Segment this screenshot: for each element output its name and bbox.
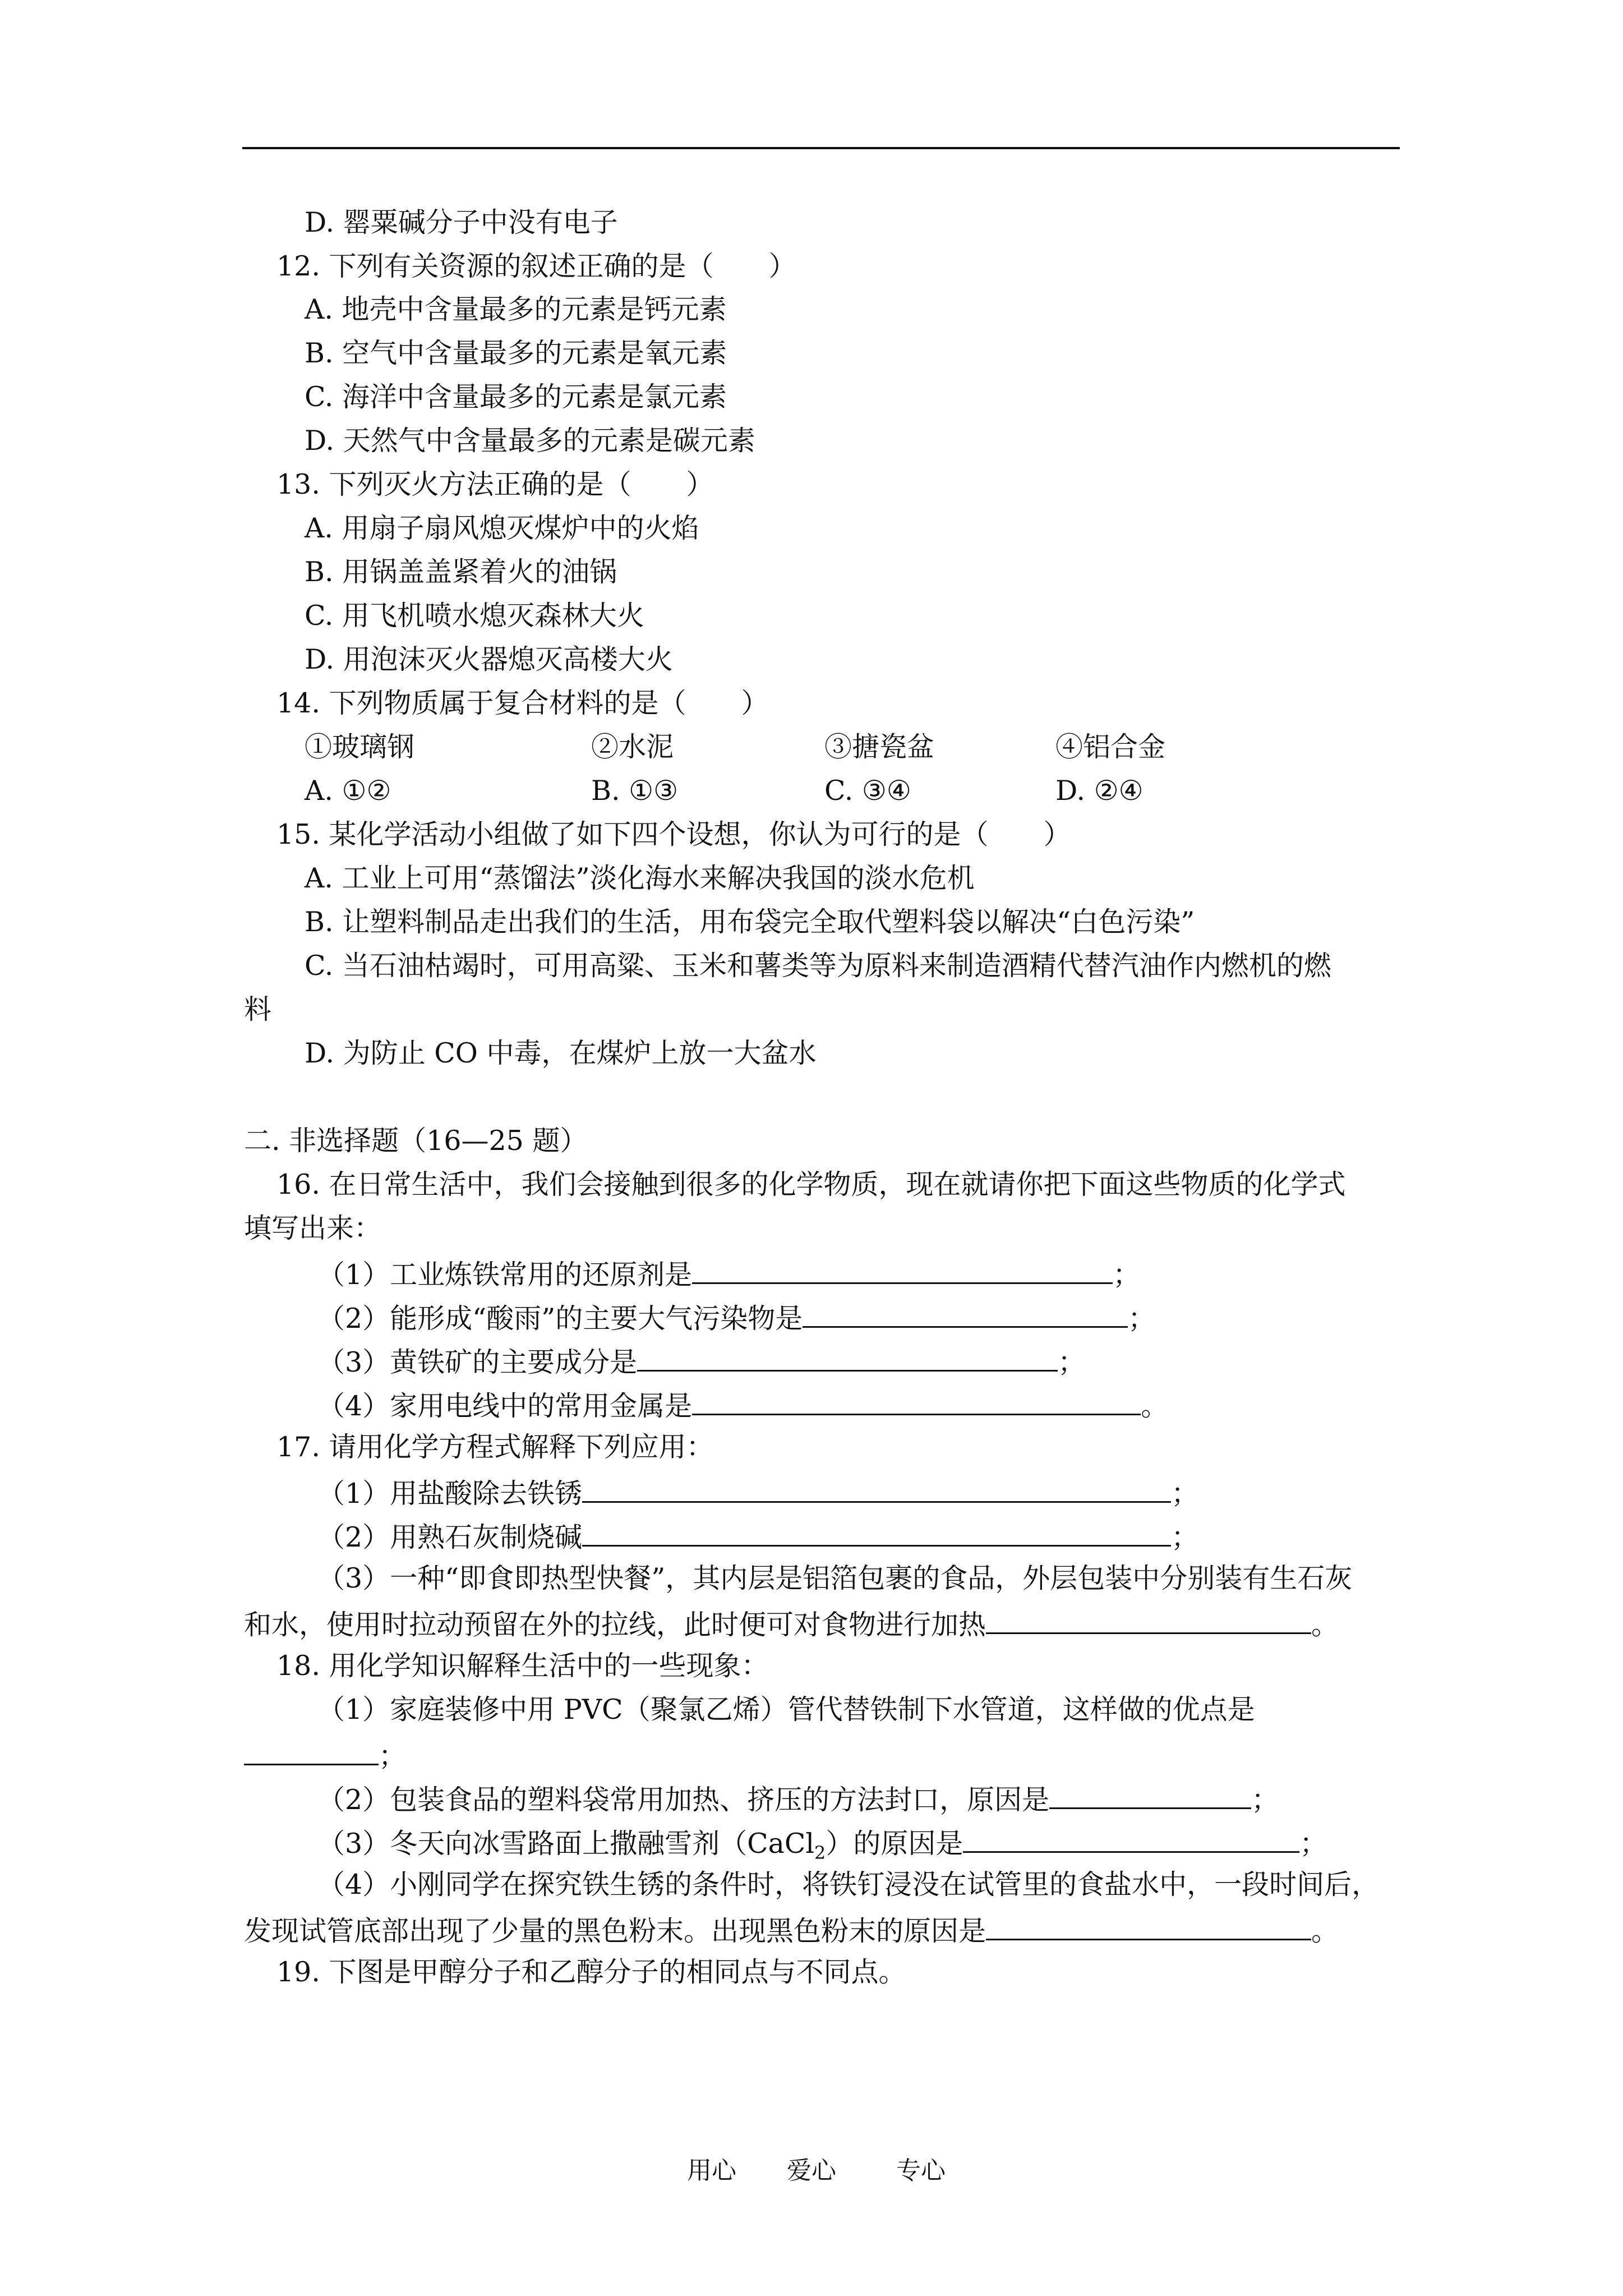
punct: ； [379,1740,407,1772]
q13-stem: 13. 下列灭火方法正确的是（ ） [276,468,714,500]
punct: 。 [1311,1915,1339,1947]
q15-option-a: A. 工业上可用“蒸馏法”淡化海水来解决我国的淡水危机 [305,862,975,894]
q18-sub-4: （4）小刚同学在探究铁生锈的条件时，将铁钉浸没在试管里的食盐水中，一段时间后， [317,1869,1380,1901]
q15-stem: 15. 某化学活动小组做了如下四个设想，你认为可行的是（ ） [276,818,1071,850]
q16-sub-1-blank[interactable] [692,1255,1113,1284]
q15-option-b: B. 让塑料制品走出我们的生活，用布袋完全取代塑料袋以解决“白色污染” [305,906,1195,938]
q18-sub-4-continued [244,1912,1339,1948]
q14-item-3: ③搪瓷盆 [824,731,935,763]
header-rule [242,147,1400,149]
q18-sub-2-blank[interactable] [1049,1780,1251,1809]
punct: ； [1113,1259,1141,1291]
q13-option-c: C. 用飞机喷水熄灭森林大火 [305,600,644,632]
q12-option-d: D. 天然气中含量最多的元素是碳元素 [305,425,755,457]
punct: ； [1171,1478,1199,1510]
q16-sub-3-blank[interactable] [637,1343,1058,1372]
punct: ； [1128,1303,1156,1335]
q12-option-b: B. 空气中含量最多的元素是氧元素 [305,337,727,369]
q13-option-a: A. 用扇子扇风熄灭煤炉中的火焰 [305,512,699,544]
q17-sub-2 [317,1518,1198,1554]
q17-sub-3: （3）一种“即食即热型快餐”，其内层是铝箔包裹的食品，外层包装中分别装有生石灰 [317,1562,1353,1594]
q16-stem-continued: 填写出来： [244,1212,382,1244]
q18-sub-1-continued [244,1737,406,1773]
q18-sub-4-blank[interactable] [986,1912,1311,1940]
q18-sub-2 [317,1780,1279,1817]
q18-stem: 18. 用化学知识解释生活中的一些现象： [276,1650,769,1682]
q14-stem: 14. 下列物质属于复合材料的是（ ） [276,687,769,719]
q17-sub-1-blank[interactable] [582,1474,1171,1503]
q14-item-4: ④铝合金 [1055,731,1166,763]
q17-sub-2-blank[interactable] [582,1518,1171,1547]
q17-sub-1-text: （1）用盐酸除去铁锈 [317,1478,583,1510]
q16-sub-4-text: （4）家用电线中的常用金属是 [317,1390,693,1422]
q17-sub-3-continued [244,1605,1339,1642]
q14-item-2: ②水泥 [591,731,674,763]
footer-word-1: 用心 [687,2156,736,2185]
q18-sub-3-text-b: ）的原因是 [826,1828,963,1860]
q16-sub-4-blank[interactable] [692,1387,1141,1415]
q16-sub-2-text: （2）能形成“酸雨”的主要大气污染物是 [317,1303,803,1335]
q17-sub-3-blank[interactable] [986,1605,1311,1634]
q17-sub-2-text: （2）用熟石灰制烧碱 [317,1521,583,1553]
subscript: 2 [814,1842,826,1864]
q16-sub-1 [317,1255,1140,1292]
q12-option-a: A. 地壳中含量最多的元素是钙元素 [305,293,727,325]
punct: ； [1299,1828,1327,1860]
q16-stem: 16. 在日常生活中，我们会接触到很多的化学物质，现在就请你把下面这些物质的化学式 [276,1168,1346,1200]
q16-sub-4 [317,1387,1168,1423]
q16-sub-3 [317,1343,1085,1379]
q17-sub-1 [317,1474,1198,1511]
q17-sub-3b-text: 和水，使用时拉动预留在外的拉线，此时便可对食物进行加热 [244,1609,986,1641]
q16-sub-2 [317,1299,1155,1336]
punct: 。 [1141,1390,1169,1422]
q11-option-d: D. 罂粟碱分子中没有电子 [305,206,618,238]
q15-option-c: C. 当石油枯竭时，可用高粱、玉米和薯类等为原料来制造酒精代替汽油作内燃机的燃 [305,950,1331,982]
q14-option-a: A. ①② [305,775,391,807]
q18-sub-4b-text: 发现试管底部出现了少量的黑色粉末。出现黑色粉末的原因是 [244,1915,986,1947]
q14-option-d: D. ②④ [1055,775,1144,807]
punct: ； [1251,1784,1279,1816]
q18-sub-3-blank[interactable] [963,1824,1299,1853]
q14-item-1: ①玻璃钢 [305,731,415,763]
q18-sub-1-blank[interactable] [244,1737,379,1765]
footer-word-2: 爱心 [787,2156,836,2185]
q19-stem: 19. 下图是甲醇分子和乙醇分子的相同点与不同点。 [276,1956,906,1988]
footer-word-3: 专心 [896,2156,946,2185]
punct: ； [1171,1521,1199,1553]
q17-stem: 17. 请用化学方程式解释下列应用： [276,1431,714,1463]
q16-sub-3-text: （3）黄铁矿的主要成分是 [317,1346,638,1378]
q18-sub-3 [317,1824,1327,1870]
q14-option-c: C. ③④ [824,775,911,807]
section-heading: 二. 非选择题（16—25 题） [244,1125,588,1157]
q16-sub-1-text: （1）工业炼铁常用的还原剂是 [317,1259,693,1291]
q12-stem: 12. 下列有关资源的叙述正确的是（ ） [276,250,796,282]
q16-sub-2-blank[interactable] [803,1299,1128,1328]
q13-option-d: D. 用泡沫灭火器熄灭高楼大火 [305,643,673,675]
q18-sub-2-text: （2）包装食品的塑料袋常用加热、挤压的方法封口，原因是 [317,1784,1050,1816]
q18-sub-1: （1）家庭装修中用 PVC（聚氯乙烯）管代替铁制下水管道，这样做的优点是 [317,1694,1255,1726]
punct: 。 [1311,1609,1339,1641]
q18-sub-3-text: （3）冬天向冰雪路面上撒融雪剂（CaCl [317,1828,815,1860]
q15-option-c-continued: 料 [244,993,272,1025]
q13-option-b: B. 用锅盖盖紧着火的油锅 [305,556,617,588]
punct: ； [1058,1346,1086,1378]
q15-option-d: D. 为防止 CO 中毒，在煤炉上放一大盆水 [305,1037,817,1069]
q12-option-c: C. 海洋中含量最多的元素是氯元素 [305,381,727,413]
q14-option-b: B. ①③ [591,775,679,807]
